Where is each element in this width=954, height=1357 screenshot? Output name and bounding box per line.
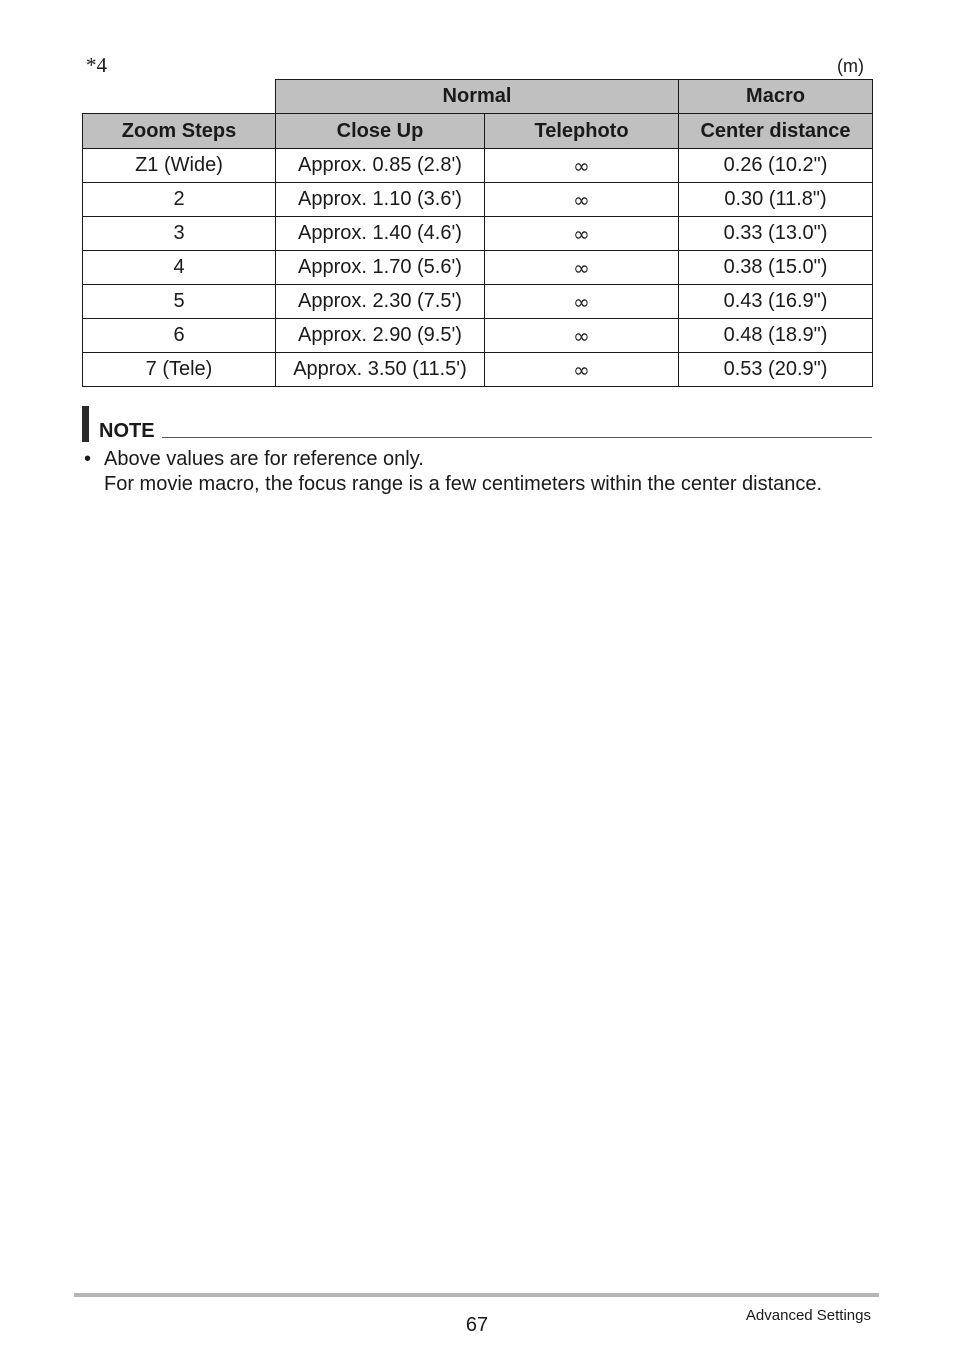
table-row xyxy=(83,319,873,353)
page-number: 67 xyxy=(465,1314,489,1336)
group-header-macro: Macro xyxy=(679,80,873,114)
cell-telephoto: ∞ xyxy=(485,149,679,183)
note-title: NOTE xyxy=(99,420,155,442)
cell-center-distance: 0.53 (20.9") xyxy=(679,353,873,387)
table-row xyxy=(83,217,873,251)
unit-label: (m) xyxy=(837,56,864,76)
cell-telephoto: ∞ xyxy=(485,217,679,251)
table-row xyxy=(83,251,873,285)
cell-close-up: Approx. 2.90 (9.5') xyxy=(276,319,485,353)
note-divider xyxy=(162,437,872,438)
cell-center-distance: 0.38 (15.0") xyxy=(679,251,873,285)
section-name: Advanced Settings xyxy=(745,1307,871,1324)
cell-center-distance: 0.48 (18.9") xyxy=(679,319,873,353)
cell-center-distance: 0.33 (13.0") xyxy=(679,217,873,251)
cell-center-distance: 0.30 (11.8") xyxy=(679,183,873,217)
table-group-header-row xyxy=(83,80,873,114)
note-item xyxy=(84,447,884,497)
table-column-header-row xyxy=(83,114,873,149)
cell-close-up: Approx. 0.85 (2.8') xyxy=(276,149,485,183)
table-row xyxy=(83,285,873,319)
note-heading xyxy=(82,406,872,442)
cell-close-up: Approx. 1.70 (5.6') xyxy=(276,251,485,285)
cell-center-distance: 0.26 (10.2") xyxy=(679,149,873,183)
footnote-marker: *4 xyxy=(86,53,107,77)
cell-telephoto: ∞ xyxy=(485,251,679,285)
bullet-icon: • xyxy=(84,448,92,470)
table-row xyxy=(83,183,873,217)
cell-telephoto: ∞ xyxy=(485,353,679,387)
column-header-close-up: Close Up xyxy=(276,114,485,149)
cell-telephoto: ∞ xyxy=(485,319,679,353)
footer-divider xyxy=(74,1293,879,1297)
focus-range-table xyxy=(82,79,873,387)
cell-close-up: Approx. 2.30 (7.5') xyxy=(276,285,485,319)
column-header-center-distance: Center distance xyxy=(679,114,873,149)
cell-center-distance: 0.43 (16.9") xyxy=(679,285,873,319)
cell-close-up: Approx. 3.50 (11.5') xyxy=(276,353,485,387)
cell-zoom-step: 3 xyxy=(83,217,276,251)
cell-zoom-step: 7 (Tele) xyxy=(83,353,276,387)
cell-zoom-step: 2 xyxy=(83,183,276,217)
column-header-telephoto: Telephoto xyxy=(485,114,679,149)
group-header-normal: Normal xyxy=(276,80,679,114)
cell-zoom-step: 5 xyxy=(83,285,276,319)
cell-zoom-step: 6 xyxy=(83,319,276,353)
cell-telephoto: ∞ xyxy=(485,183,679,217)
note-list xyxy=(84,447,884,497)
note-bar-icon xyxy=(82,406,89,442)
table-row xyxy=(83,149,873,183)
note-line-1: Above values are for reference only. xyxy=(104,448,424,470)
column-header-zoom-steps: Zoom Steps xyxy=(83,114,276,149)
cell-zoom-step: Z1 (Wide) xyxy=(83,149,276,183)
cell-telephoto: ∞ xyxy=(485,285,679,319)
table-row xyxy=(83,353,873,387)
note-line-2: For movie macro, the focus range is a few centimeters within the center distance. xyxy=(104,473,823,495)
cell-zoom-step: 4 xyxy=(83,251,276,285)
cell-close-up: Approx. 1.40 (4.6') xyxy=(276,217,485,251)
cell-close-up: Approx. 1.10 (3.6') xyxy=(276,183,485,217)
table-blank-corner xyxy=(83,80,276,114)
